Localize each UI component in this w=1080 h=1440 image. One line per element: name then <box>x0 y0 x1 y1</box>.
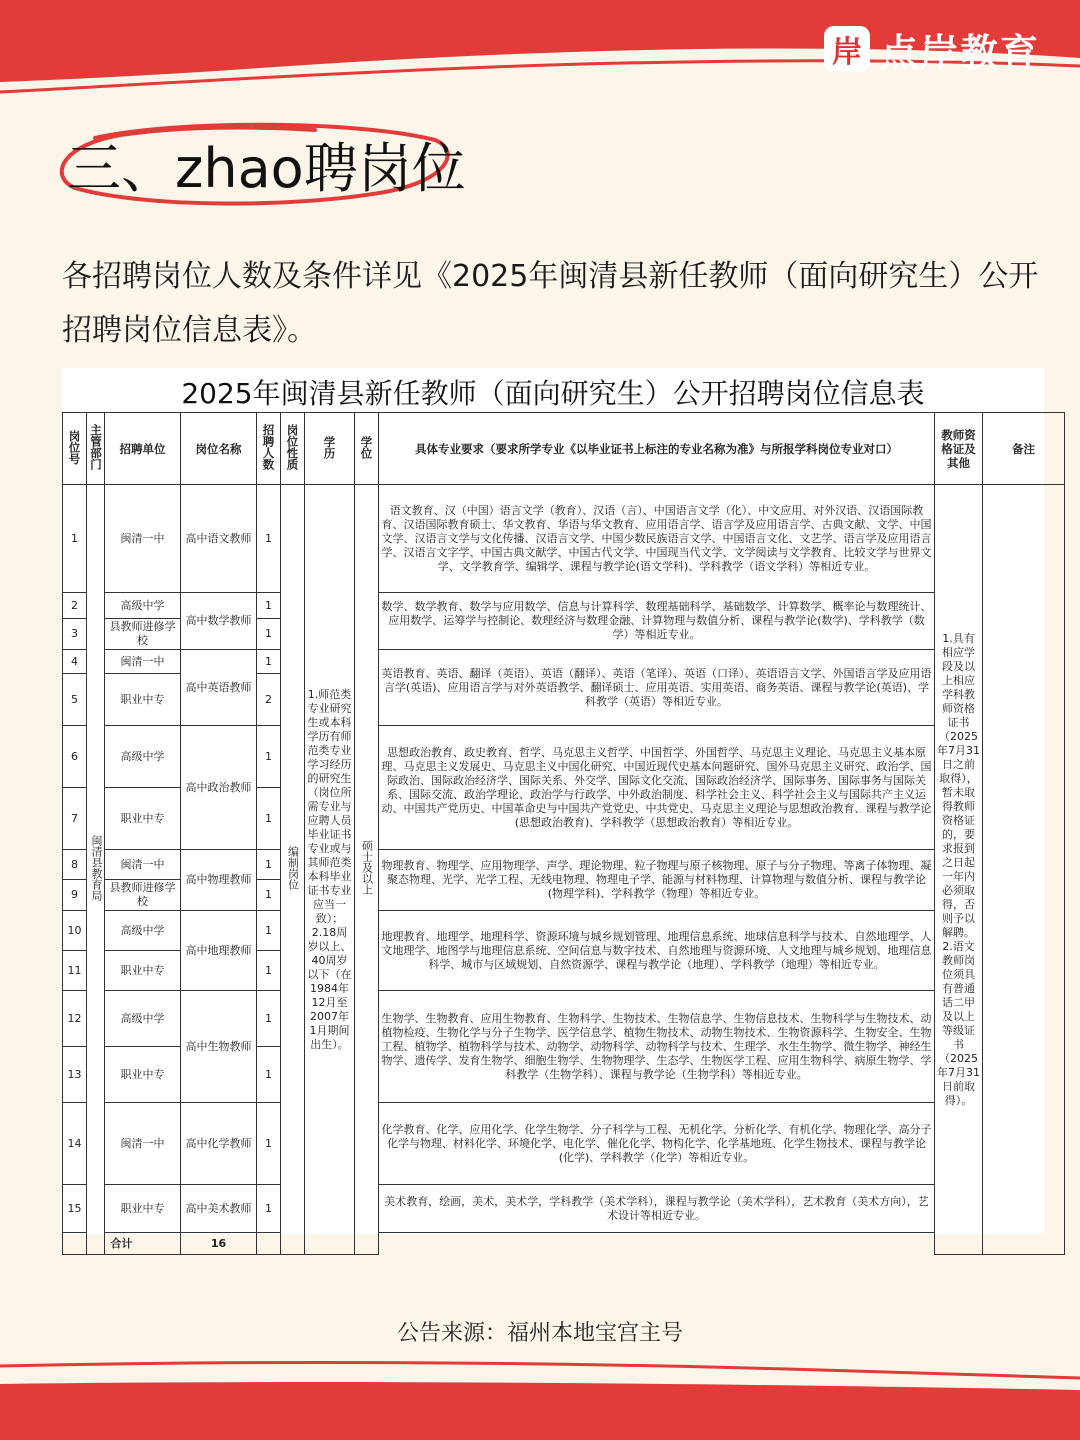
cell-nature: 编制岗位 <box>281 485 305 1255</box>
cell-seq: 5 <box>63 674 87 726</box>
total-label: 合计 <box>63 1233 181 1255</box>
cell-post: 高中生物教师 <box>181 991 257 1103</box>
table-title: 2025年闽清县新任教师（面向研究生）公开招聘岗位信息表 <box>181 377 925 410</box>
cell-seq: 4 <box>63 650 87 674</box>
cell-count: 1 <box>257 788 281 850</box>
cell-seq: 3 <box>63 619 87 650</box>
header-education: 学历 <box>305 413 355 485</box>
cell-unit: 闽清一中 <box>105 850 181 880</box>
header-remark: 备注 <box>983 413 1065 485</box>
cell-count: 1 <box>257 650 281 674</box>
cell-unit: 职业中专 <box>105 1047 181 1103</box>
table-row <box>63 991 1065 1047</box>
table-row <box>63 650 1065 674</box>
cell-count: 1 <box>257 593 281 619</box>
cell-major-english: 英语教育、英语、翻译（英语）、英语（翻译）、英语（笔译）、英语（口译）、英语语言文学、外国语言学及应用语言学(英语)、应用语言学与对外英语教学、翻译硕士、应用英语、实用英语、商务英语、课程与教学论(英语)、学科教学（英语）等相近专业。 <box>379 650 935 726</box>
cell-count: 1 <box>257 850 281 880</box>
bottom-red-band <box>0 1340 1080 1440</box>
cell-major-math: 数学、数学教育、数学与应用数学、信息与计算科学、数理基础科学、基础数学、计算数学、概率论与数理统计、应用数学、运筹学与控制论、数理经济与数理金融、计算物理与数值分析、课程与教学论(数学)、学科教学（数学）等相近专业。 <box>379 593 935 650</box>
cell-seq: 9 <box>63 880 87 911</box>
cell-count: 1 <box>257 991 281 1047</box>
cell-seq: 13 <box>63 1047 87 1103</box>
recruitment-table-image <box>62 368 1044 1250</box>
cell-cert: 1.具有相应学段及以上相应学科教师资格证书（2025年7月31日之前取得），暂未取得教师资格证的，要求报到之日起一年内必须取得，否则予以解聘。2.语文教师岗位须具有普通话二甲及以上等级证书（2025年7月31日前取得）。 <box>935 485 983 1255</box>
cell-unit: 县教师进修学校 <box>105 619 181 650</box>
table-row <box>63 850 1065 880</box>
section-heading <box>55 118 466 208</box>
table-row <box>63 726 1065 788</box>
cell-major-physics: 物理教育、物理学、应用物理学、声学、理论物理、粒子物理与原子核物理、原子与分子物理、等离子体物理、凝聚态物理、光学、光学工程、无线电物理、物理电子学、能源与材料物理、计算物理与数值分析、课程与教学论(物理学科)、学科教学（物理）等相近专业。 <box>379 850 935 911</box>
cell-seq: 10 <box>63 911 87 951</box>
cell-post: 高中语文教师 <box>181 485 257 593</box>
recruitment-table <box>62 412 1065 1255</box>
cell-major-biology: 生物学、生物教育、应用生物教育、生物科学、生物技术、生物信息学、生物信息技术、生物科学与生物技术、动植物检疫、生物化学与分子生物学、医学信息学、植物生物技术、动物生物技术、生物资源科学、生物安全、生物工程、植物学、植物科学与技术、动物学、动物科学、动物科学与技术、生理学、水生生物学、微生物学、神经生物学、遗传学、发育生物学、细胞生物学、生物物理学、生态学、生物医学工程、应用生物科学、病原生物学、学科教学（生物学科）、课程与教学论（生物学科）等相近专业。 <box>379 991 935 1103</box>
header-cert: 教师资格证及其他 <box>935 413 983 485</box>
cell-count: 1 <box>257 880 281 911</box>
cell-post: 高中化学教师 <box>181 1103 257 1185</box>
cell-unit: 高级中学 <box>105 593 181 619</box>
table-row <box>63 593 1065 619</box>
cell-count: 1 <box>257 485 281 593</box>
cell-degree: 硕士及以上 <box>355 485 379 1255</box>
cell-seq: 11 <box>63 951 87 991</box>
cell-unit: 闽清一中 <box>105 650 181 674</box>
cell-unit: 职业中专 <box>105 1185 181 1233</box>
table-header-row <box>63 413 1065 485</box>
cell-post: 高中数学教师 <box>181 593 257 650</box>
brand-logo <box>824 24 1040 74</box>
cell-unit: 高级中学 <box>105 911 181 951</box>
cell-unit: 职业中专 <box>105 951 181 991</box>
cell-unit: 闽清一中 <box>105 485 181 593</box>
cell-seq: 8 <box>63 850 87 880</box>
cell-unit: 县教师进修学校 <box>105 880 181 911</box>
total-value: 16 <box>181 1233 257 1255</box>
cell-post: 高中美术教师 <box>181 1185 257 1233</box>
cell-post: 高中英语教师 <box>181 650 257 726</box>
brand-name: 点岸教育 <box>879 30 1040 75</box>
cell-seq: 12 <box>63 991 87 1047</box>
header-unit: 招聘单位 <box>105 413 181 485</box>
cell-count: 1 <box>257 1185 281 1233</box>
cell-major-chinese: 语文教育、汉（中国）语言文学（教育）、汉语（言）、中国语言文学（化）、中文应用、对外汉语、汉语国际教育、汉语国际教育硕士、华文教育、华语与华文教育、应用语言学、语言学及应用语言学、古典文献、文学、中国文学、汉语言文学与文化传播、汉语言文学、中国少数民族语言文学、中国语言文化、文艺学、语言学及应用语言学、汉语言文字学、中国古典文献学、中国古代文学、中国现当代文学、文学阅读与文学教育、比较文学与世界文学、文学教育学、编辑学、课程与教学论(语文学科)、学科教学（语文学科）等相近专业。 <box>379 485 935 593</box>
header-dept: 主管部门 <box>87 413 105 485</box>
total-empty <box>257 1233 281 1255</box>
cell-unit: 闽清一中 <box>105 1103 181 1185</box>
cell-seq: 15 <box>63 1185 87 1233</box>
cell-post: 高中地理教师 <box>181 911 257 991</box>
cell-post: 高中政治教师 <box>181 726 257 850</box>
table-row <box>63 1185 1065 1233</box>
header-count: 招聘人数 <box>257 413 281 485</box>
brand-mark-icon: 岸 <box>824 26 870 72</box>
table-row <box>63 911 1065 951</box>
cell-dept: 闽清县教育局 <box>87 485 105 1255</box>
cell-seq: 6 <box>63 726 87 788</box>
header-degree: 学位 <box>355 413 379 485</box>
cell-count: 2 <box>257 674 281 726</box>
cell-major-art: 美术教育，绘画，美术，美术学，学科教学（美术学科），课程与教学论（美术学科），艺术教育（美术方向），艺术设计等相近专业。 <box>379 1185 935 1233</box>
section-title: 三、zhao聘岗位 <box>67 137 466 200</box>
cell-seq: 14 <box>63 1103 87 1185</box>
cell-seq: 2 <box>63 593 87 619</box>
table-row <box>63 485 1065 593</box>
cell-count: 1 <box>257 1047 281 1103</box>
header-post: 岗位名称 <box>181 413 257 485</box>
cell-count: 1 <box>257 951 281 991</box>
header-nature: 岗位性质 <box>281 413 305 485</box>
cell-major-politics: 思想政治教育、政史教育、哲学、马克思主义哲学、中国哲学、外国哲学、马克思主义理论、马克思主义基本原理、马克思主义发展史、马克思主义中国化研究、中国近现代史基本问题研究、国外马克思主义研究、政治学、国际政治、国际政治经济学、国际关系、外交学、国际文化交流、国际政治经济学、国际事务、国际事务与国际关系、国际交流、政治学理论、政治学与行政学、中外政治制度、科学社会主义、科学社会主义与国际共产主义运动、中国共产党历史、中国革命史与中国共产党党史、中共党史、马克思主义理论与思想政治教育、课程与教学论(思想政治教育)、学科教学（思想政治教育）等相近专业。 <box>379 726 935 850</box>
cell-count: 1 <box>257 1103 281 1185</box>
table-row <box>63 1103 1065 1185</box>
cell-major-geography: 地理教育、地理学、地理科学、资源环境与城乡规划管理、地理信息系统、地球信息科学与技术、自然地理学、人文地理学、地图学与地理信息系统、空间信息与数字技术、自然地理与资源环境、人文地理与城乡规划、地理信息科学、城市与区域规划、自然资源学、课程与教学论（地理）、学科教学（地理）等相近专业。 <box>379 911 935 991</box>
intro-paragraph: 各招聘岗位人数及条件详见《2025年闽清县新任教师（面向研究生）公开招聘岗位信息表》。 <box>62 259 1039 348</box>
source-note: 公告来源：福州本地宝宫主号 <box>396 1321 683 1346</box>
cell-post: 高中物理教师 <box>181 850 257 911</box>
cell-unit: 高级中学 <box>105 726 181 788</box>
cell-education: 1.师范类专业研究生或本科学历有师范类专业学习经历的研究生（岗位所需专业与应聘人员毕业证书专业或与其师范类本科毕业证书专业应当一致）；2.18周岁以上、40周岁以下（在1984年12月至2007年1月期间出生）。 <box>305 485 355 1255</box>
cell-count: 1 <box>257 619 281 650</box>
cell-seq: 7 <box>63 788 87 850</box>
cell-remark <box>983 485 1065 1255</box>
cell-unit: 职业中专 <box>105 674 181 726</box>
table-total-row <box>63 1233 1065 1255</box>
cell-unit: 高级中学 <box>105 991 181 1047</box>
cell-major-chemistry: 化学教育、化学、应用化学、化学生物学、分子科学与工程、无机化学、分析化学、有机化学、物理化学、高分子化学与物理、材料化学、环境化学、电化学、催化化学、物构化学、化学基地班、化学生物技术、课程与教学论(化学)、学科教学（化学）等相近专业。 <box>379 1103 935 1185</box>
header-major: 具体专业要求（要求所学专业《以毕业证书上标注的专业名称为准》与所报学科岗位专业对口） <box>379 413 935 485</box>
cell-unit: 职业中专 <box>105 788 181 850</box>
cell-seq: 1 <box>63 485 87 593</box>
cell-count: 1 <box>257 911 281 951</box>
header-seq: 岗位号 <box>63 413 87 485</box>
cell-count: 1 <box>257 726 281 788</box>
